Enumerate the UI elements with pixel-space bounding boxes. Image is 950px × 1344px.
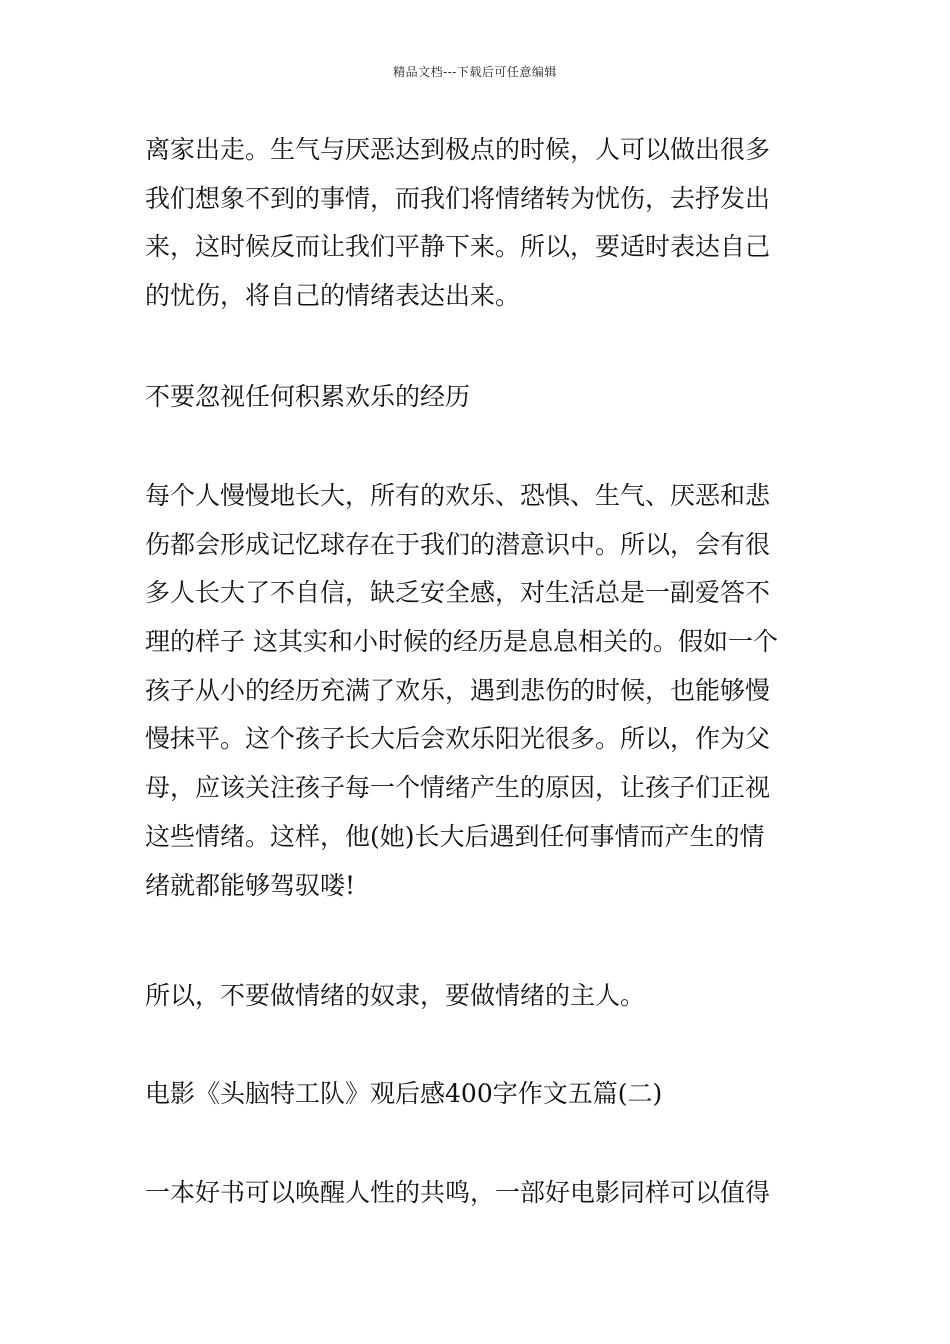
paragraph-line: 离家出走。生气与厌恶达到极点的时候，人可以做出很多 (145, 135, 771, 164)
paragraph-line: 绪就都能够驾驭喽! (145, 870, 356, 900)
heading-text: 不要忽视任何积累欢乐的经历 (145, 382, 471, 411)
paragraph-line: 来，这时候反而让我们平静下来。所以，要适时表达自己 (145, 232, 771, 262)
paragraph-line: 这些情绪。这样，他(她)长大后遇到任何事情而产生的情 (145, 821, 765, 851)
paragraph-line: 多人长大了不自信，缺乏安全感，对生活总是一副爱答不 (145, 578, 771, 608)
paragraph-1 (145, 126, 810, 321)
heading-text: 电影《头脑特工队》观后感400字作文五篇(二) (145, 1079, 663, 1108)
paragraph-2 (145, 472, 810, 910)
paragraph-line: 我们想象不到的事情，而我们将情绪转为忧伤，去抒发出 (145, 183, 771, 213)
paragraph-4 (145, 1169, 810, 1218)
paragraph-line: 的忧伤，将自己的情绪表达出来。 (145, 281, 521, 311)
paragraph-line: 伤都会形成记忆球存在于我们的潜意识中。所以，会有很 (145, 529, 771, 559)
paragraph-line: 每个人慢慢地长大，所有的欢乐、恐惧、生气、厌恶和悲 (145, 481, 771, 510)
section-heading-1 (145, 373, 810, 422)
paragraph-line: 所以，不要做情绪的奴隶，要做情绪的主人。 (145, 981, 646, 1010)
page-header: 精品文档---下载后可任意编辑 (393, 65, 557, 79)
paragraph-line: 理的样子 这其实和小时候的经历是息息相关的。假如一个 (145, 627, 778, 657)
paragraph-line: 慢抹平。这个孩子长大后会欢乐阳光很多。所以，作为父 (145, 724, 771, 754)
paragraph-line: 母，应该关注孩子每一个情绪产生的原因，让孩子们正视 (145, 773, 771, 803)
paragraph-line: 孩子从小的经历充满了欢乐，遇到悲伤的时候，也能够慢 (145, 675, 771, 705)
paragraph-line: 一本好书可以唤醒人性的共鸣，一部好电影同样可以值得 (145, 1178, 771, 1207)
paragraph-3 (145, 972, 810, 1021)
section-heading-2 (145, 1070, 810, 1119)
